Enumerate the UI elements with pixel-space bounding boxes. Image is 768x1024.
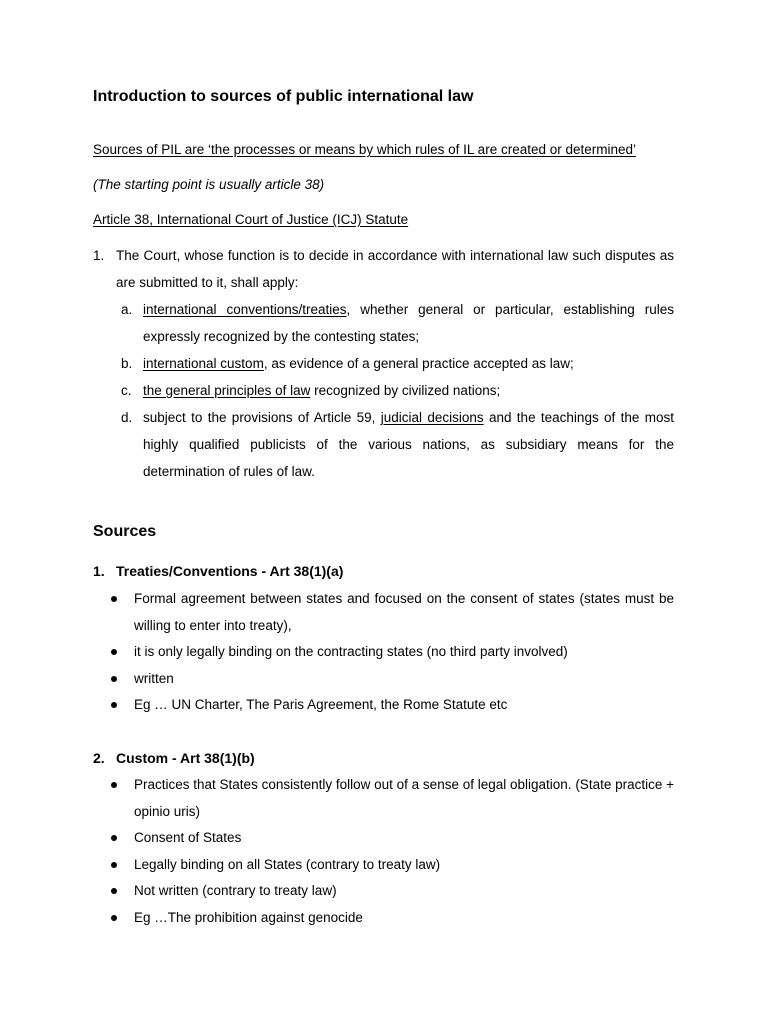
list-item: Practices that States consistently follow out of a sense of legal obligation. (State practice + opinio uris) bbox=[93, 772, 674, 825]
section-1-heading bbox=[93, 563, 343, 579]
bullet-icon bbox=[111, 835, 117, 841]
list-item: Not written (contrary to treaty law) bbox=[93, 878, 674, 905]
bullet-icon bbox=[111, 782, 117, 788]
list-item: Eg … UN Charter, The Paris Agreement, the Rome Statute etc bbox=[93, 692, 674, 719]
bullet-icon bbox=[111, 649, 117, 655]
section-2-heading bbox=[93, 750, 255, 766]
article-paragraph-1 bbox=[93, 242, 674, 296]
article-item-c bbox=[93, 377, 674, 404]
list-item: it is only legally binding on the contracting states (no third party involved) bbox=[93, 639, 674, 666]
article-item-key-term: international custom bbox=[143, 356, 264, 371]
section-2-number: 2. bbox=[93, 750, 105, 766]
article-heading: Article 38, International Court of Justice (ICJ) Statute bbox=[93, 212, 409, 227]
list-item: Formal agreement between states and focused on the consent of states (states must be willing to enter into treaty), bbox=[93, 586, 674, 639]
definition-text: Sources of PIL are ‘the processes or means by which rules of IL are created or determined’ bbox=[93, 142, 637, 157]
bullet-icon bbox=[111, 702, 117, 708]
document-title: Introduction to sources of public international law bbox=[93, 88, 474, 105]
article-item-text: , as evidence of a general practice accepted as law; bbox=[263, 356, 574, 371]
article-item-text: recognized by civilized nations; bbox=[310, 383, 501, 398]
article-item-letter: a. bbox=[121, 302, 133, 317]
list-item: Legally binding on all States (contrary to treaty law) bbox=[93, 852, 674, 879]
article-38-list bbox=[93, 242, 674, 485]
article-item-key-term: the general principles of law bbox=[143, 383, 311, 398]
section-1-bullets bbox=[93, 586, 674, 719]
bullet-icon bbox=[111, 676, 117, 682]
article-item-key-term: international conventions/treaties bbox=[143, 302, 347, 317]
article-item-text: , whether general or particular, establishing rules expressly recognized by the contesting states; bbox=[143, 302, 674, 344]
section-2-title: Custom - Art 38(1)(b) bbox=[116, 750, 255, 766]
article-item-key-term: judicial decisions bbox=[380, 410, 484, 425]
article-paragraph-text: The Court, whose function is to decide in accordance with international law such disputes as are submitted to it, shall apply: bbox=[116, 248, 674, 290]
article-item-lead-text: subject to the provisions of Article 59, bbox=[143, 410, 381, 425]
article-item-letter: d. bbox=[121, 410, 133, 425]
starting-point-note: (The starting point is usually article 38) bbox=[93, 177, 325, 192]
section-2-bullets bbox=[93, 772, 674, 932]
article-item-letter: c. bbox=[121, 383, 132, 398]
article-item-d bbox=[93, 404, 674, 485]
bullet-icon bbox=[111, 888, 117, 894]
article-item-a bbox=[93, 296, 674, 350]
section-1-number: 1. bbox=[93, 563, 105, 579]
section-1-title: Treaties/Conventions - Art 38(1)(a) bbox=[116, 563, 344, 579]
bullet-icon bbox=[111, 596, 117, 602]
article-item-letter: b. bbox=[121, 356, 133, 371]
article-item-b bbox=[93, 350, 674, 377]
list-item: written bbox=[93, 666, 674, 693]
list-item: Consent of States bbox=[93, 825, 674, 852]
sources-heading: Sources bbox=[93, 523, 157, 540]
bullet-icon bbox=[111, 862, 117, 868]
bullet-icon bbox=[111, 915, 117, 921]
article-paragraph-number: 1. bbox=[93, 248, 105, 263]
list-item: Eg …The prohibition against genocide bbox=[93, 905, 674, 932]
article-item-text: and the teachings of the most highly qualified publicists of the various nations, as subsidiary means for the determination of rules of law. bbox=[143, 410, 674, 479]
